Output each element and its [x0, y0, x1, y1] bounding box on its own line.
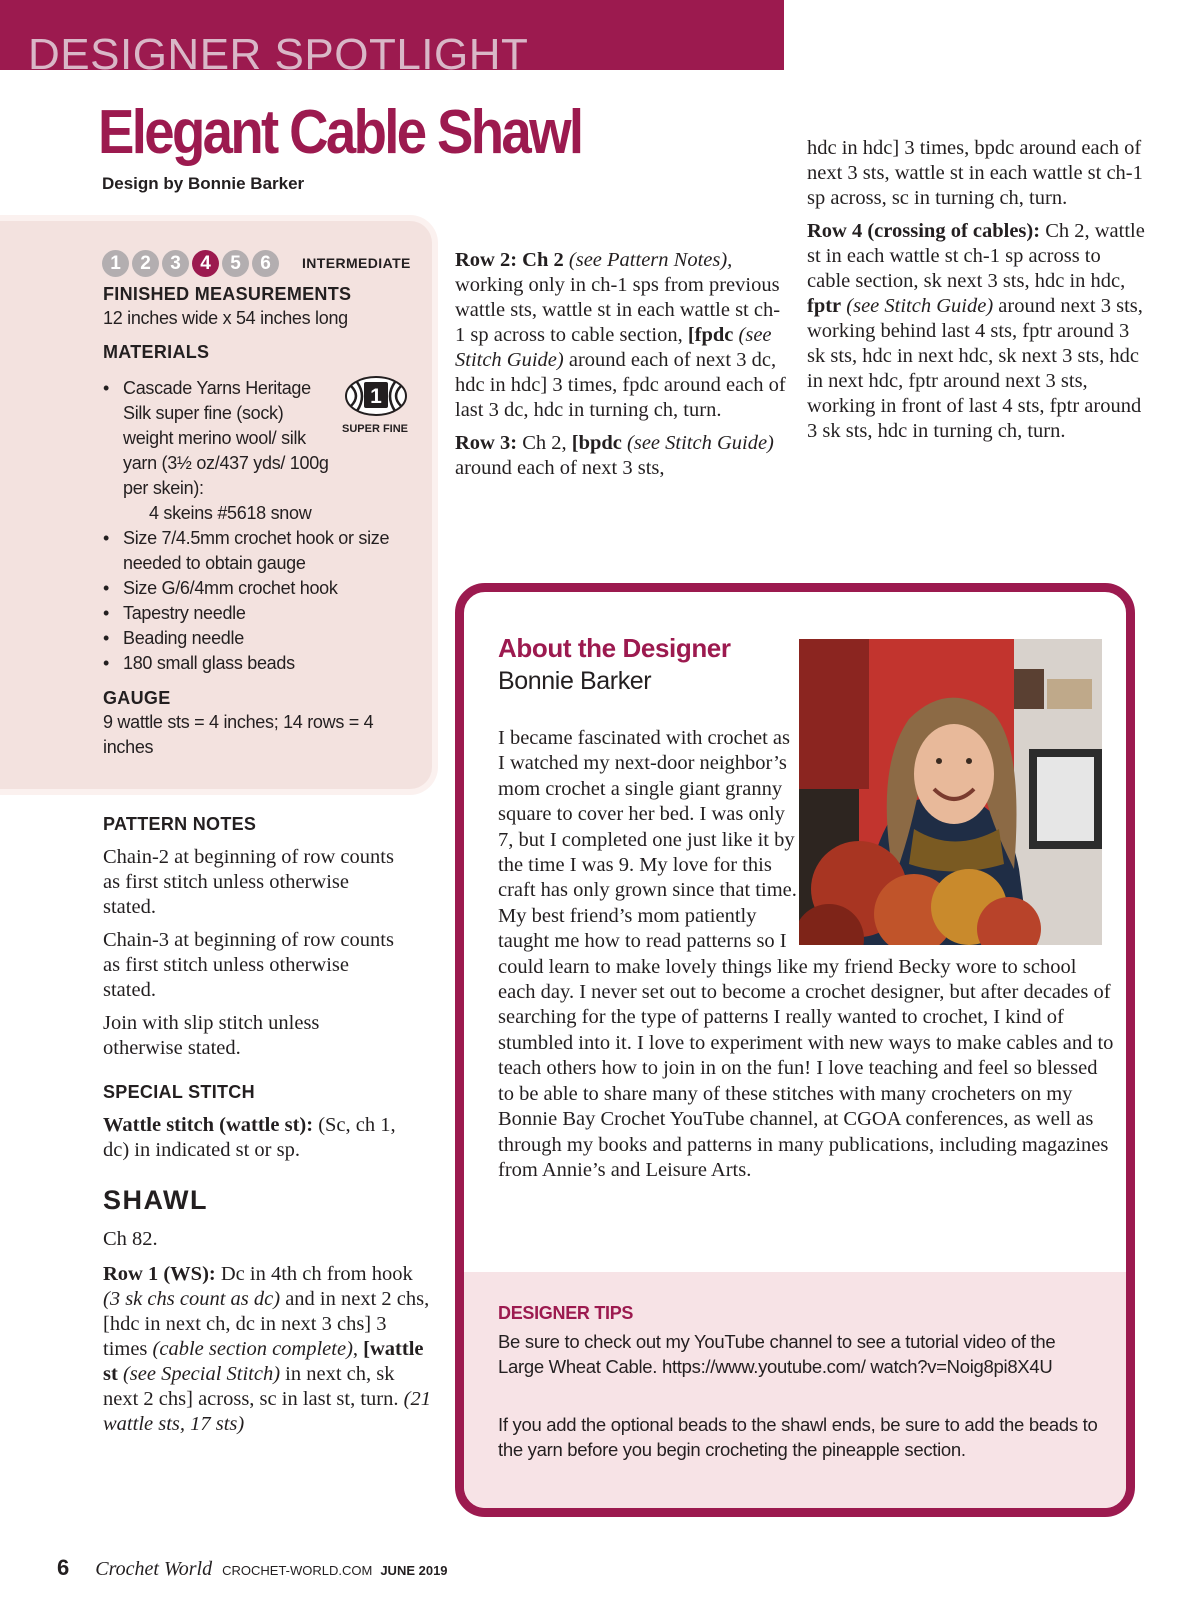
- bullet: •: [103, 578, 110, 598]
- magazine-url: CROCHET-WORLD.COM: [222, 1563, 373, 1578]
- materials-item: [103, 526, 403, 576]
- row-2-instructions: [455, 248, 790, 423]
- materials-item: [103, 651, 403, 676]
- materials-item-text: 180 small glass beads: [123, 653, 295, 673]
- row-4-text: around next 3 sts, working behind last 4 sts, fptr around 3 sk sts, hdc in next hdc, sk next 3 sts, hdc in next hdc, fptr around next 3 sts, working in front of last 4 sts, fptr around 3 sk sts, hdc in turning ch, turn.: [807, 295, 1143, 442]
- bullet: •: [103, 378, 110, 398]
- row-1-note: (see Special Stitch): [122, 1363, 281, 1385]
- materials-heading: MATERIALS: [103, 342, 210, 362]
- bullet: •: [103, 653, 110, 673]
- row-4-note: (see Stitch Guide): [846, 295, 994, 317]
- about-designer-name: Bonnie Barker: [498, 667, 652, 695]
- row-1-instructions: Row 1 (WS): Dc in 4th ch from hook (3 sk chs count as dc) and in next 2 chs, [hdc in next ch, dc in next 3 chs] 3 times (cable section complete), [wattle st (see Special Stitch) in next ch, sk next 2 chs] across, sc in last st, turn. (21 wattle sts, 17 sts): [103, 1263, 431, 1435]
- about-designer-heading: About the Designer: [498, 633, 731, 663]
- photo-wrap-space: [800, 726, 1118, 948]
- shawl-start: Ch 82.: [103, 1228, 158, 1250]
- designer-tip: If you add the optional beads to the shawl ends, be sure to add the beads to the yarn before you begin crocheting the pineapple section.: [498, 1414, 1098, 1460]
- page-footer: [57, 1555, 448, 1585]
- finished-measurements-text: 12 inches wide x 54 inches long: [103, 308, 348, 328]
- row-2-text: around each of next 3 dc, hdc in hdc] 3 times, fpdc around each of last 3 dc, hdc in turning ch, turn.: [455, 349, 786, 421]
- designer-tip: Be sure to check out my YouTube channel to see a tutorial video of the Large Wheat Cable. https://www.youtube.com/ watch?v=Noig8pi8X4U: [498, 1331, 1056, 1377]
- shawl-heading: SHAWL: [103, 1185, 208, 1215]
- special-stitch-definition: (Sc, ch 1, dc) in indicated st or sp.: [103, 1114, 396, 1161]
- gauge-heading: GAUGE: [103, 688, 171, 708]
- row-1-text: and in next 2 chs, [hdc in next ch, dc in next 3 chs] 3 times: [103, 1288, 430, 1360]
- row-4-text: Ch 2, wattle st in each wattle st ch-1 sp across to cable section, sk next 3 sts, hdc in hdc,: [807, 220, 1145, 292]
- row-2-note: (see Pattern Notes),: [568, 249, 733, 271]
- materials-item: [103, 576, 403, 601]
- about-designer-bio-text: I became fascinated with crochet as I watched my next-door neighbor’s mom crochet a single giant granny square to cover her bed. I was only 7, but I completed one just like it by the time I was 9. My love for this craft has only grown since that time. My best friend’s mom patiently taught me how to read patterns so I could learn to make lovely things like my friend Becky wore to school each day. I never set out to become a crochet designer, but after decades of searching for the type of patterns I really wanted to crochet, I kind of stumbled into it. I love to experiment with new ways to make cables and to teach others how to join in on the fun! I love teaching and feel so blessed to be able to share many of these stitches with many crocheters on my Bonnie Bay Crochet YouTube channel, at CGOA conferences, as well as through my books and patterns in many publications, including magazines from Annie’s and Leisure Arts.: [498, 727, 1114, 1181]
- row-4-stitch: fptr: [807, 295, 842, 317]
- materials-item: [103, 601, 403, 626]
- row-1-note: (3 sk chs count as dc): [103, 1288, 281, 1310]
- designer-tips-panel: [464, 1272, 1126, 1508]
- page-number: 6: [57, 1555, 70, 1580]
- row-3-stitch: [bpdc: [571, 432, 622, 454]
- row-1-text: Dc in 4th ch from hook: [220, 1263, 413, 1285]
- yarn-weight-label: SUPER FINE: [342, 423, 409, 435]
- row-4-label: Row 4 (crossing of cables):: [807, 220, 1041, 242]
- materials-item-text: Size G/6/4mm crochet hook: [123, 578, 338, 598]
- skill-level-5: 5: [222, 250, 249, 277]
- page-title: Elegant Cable Shawl: [98, 98, 582, 167]
- row-2-stitch: [fpdc: [687, 324, 734, 346]
- materials-sub-item: 4 skeins #5618 snow: [149, 503, 312, 523]
- row-1-text: in next ch, sk next 2 chs] across, sc in last st, turn.: [103, 1363, 399, 1410]
- pattern-note: Chain-3 at beginning of row counts as first stitch unless otherwise stated.: [103, 929, 394, 1001]
- materials-item: [103, 626, 403, 651]
- skill-level-4-selected: 4: [192, 250, 219, 277]
- pattern-note: Chain-2 at beginning of row counts as first stitch unless otherwise stated.: [103, 846, 394, 918]
- skill-level-label: INTERMEDIATE: [302, 255, 411, 271]
- issue-date: JUNE 2019: [380, 1563, 448, 1578]
- row-1-stitch-count: (21 wattle sts, 17 sts): [103, 1388, 431, 1435]
- finished-measurements-heading: FINISHED MEASUREMENTS: [103, 284, 352, 304]
- materials-item-text: Size 7/4.5mm crochet hook or size needed to obtain gauge: [123, 528, 390, 573]
- row-4-instructions: [807, 219, 1147, 444]
- row-3-instructions: [455, 431, 790, 481]
- row-3-label: Row 3:: [455, 432, 518, 454]
- designer-tips-heading: DESIGNER TIPS: [498, 1303, 634, 1323]
- skill-level-1: 1: [102, 250, 129, 277]
- section-banner-label: DESIGNER SPOTLIGHT: [28, 30, 529, 70]
- skill-level-2: 2: [132, 250, 159, 277]
- gauge-text: 9 wattle sts = 4 inches; 14 rows = 4 inches: [103, 712, 374, 757]
- row-3-text: Ch 2,: [522, 432, 567, 454]
- row-1-note: (cable section complete): [152, 1338, 353, 1360]
- special-stitch-name: Wattle stitch (wattle st):: [103, 1114, 314, 1136]
- materials-item-text: Tapestry needle: [123, 603, 246, 623]
- bullet: •: [103, 603, 110, 623]
- designer-byline: Design by Bonnie Barker: [102, 174, 305, 193]
- skill-level-6: 6: [252, 250, 279, 277]
- row-2-label: Row 2: Ch 2: [455, 249, 564, 271]
- about-designer-bio: [498, 726, 1118, 1183]
- row-3-continued: hdc in hdc] 3 times, bpdc around each of next 3 sts, wattle st in each wattle st ch-1 sp across, sc in turning ch, turn.: [807, 137, 1143, 209]
- pattern-column-middle: [455, 248, 790, 489]
- row-1-label: Row 1 (WS):: [103, 1263, 216, 1285]
- row-2-text: working only in ch-1 sps from previous wattle sts, wattle st in each wattle st ch-1 sp across to cable section,: [455, 274, 781, 346]
- pattern-notes-heading: PATTERN NOTES: [103, 814, 257, 834]
- special-stitch-heading: SPECIAL STITCH: [103, 1082, 255, 1102]
- skill-level-3: 3: [162, 250, 189, 277]
- row-1-stitch: [wattle st: [103, 1338, 424, 1385]
- magazine-name: Crochet World: [95, 1558, 213, 1580]
- bullet: •: [103, 628, 110, 648]
- materials-item: [103, 376, 333, 526]
- row-3-text: around each of next 3 sts,: [455, 457, 665, 479]
- row-2-note: (see Stitch Guide): [455, 324, 772, 371]
- special-stitch-text: [103, 1113, 408, 1163]
- bullet: •: [103, 528, 110, 548]
- section-banner: [0, 0, 784, 70]
- yarn-weight-number: 1: [370, 385, 382, 408]
- materials-item-text: Beading needle: [123, 628, 244, 648]
- row-3-note: (see Stitch Guide): [627, 432, 774, 454]
- skill-level-row: [102, 248, 411, 278]
- materials-item-text: Cascade Yarns Heritage Silk super fine (sock) weight merino wool/ silk yarn (3½ oz/437 yds/ 100g per skein):: [123, 378, 329, 498]
- about-designer-box: [455, 583, 1135, 1517]
- pattern-column-right: [807, 136, 1147, 452]
- pattern-note: Join with slip stitch unless otherwise stated.: [103, 1012, 320, 1059]
